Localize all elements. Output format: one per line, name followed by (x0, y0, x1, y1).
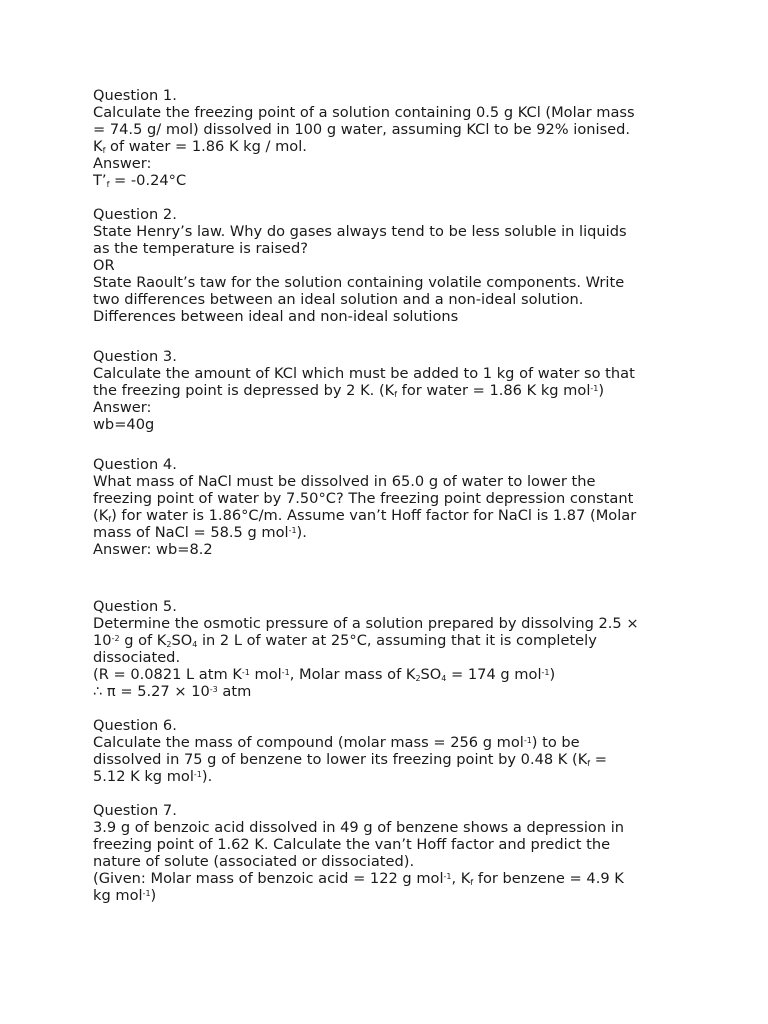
superscript: -1 (541, 668, 550, 677)
question-line: (Given: Molar mass of benzoic acid = 122 g mol$^{-1}$, $K_f$ for benzene = 4.9 K (93, 870, 624, 887)
answer-label: Answer: (93, 155, 152, 172)
question-7 (93, 802, 693, 904)
question-line: OR (93, 257, 115, 274)
superscript: -1 (241, 668, 250, 677)
question-title: Question 2. (93, 206, 177, 223)
question-line: kg mol$^{-1}$) (93, 887, 157, 904)
answer-line: Answer: wb=8.2 (93, 541, 213, 558)
question-line: State Henry’s law. Why do gases always tend to be less soluble in liquids (93, 223, 627, 240)
question-line: freezing point of 1.62 K. Calculate the van’t Hoff factor and predict the (93, 836, 611, 853)
document-page (93, 87, 693, 904)
superscript: -3 (209, 685, 218, 694)
superscript: -1 (443, 872, 452, 881)
question-line: (R = 0.0821 L atm $K^{-1}$ mol$^{-1}$, Molar mass of $K_2SO_4 = 174$ g mol$^{-1}$) (93, 666, 556, 683)
question-line: 3.9 g of benzoic acid dissolved in 49 g of benzene shows a depression in (93, 819, 625, 836)
question-title: Question 7. (93, 802, 177, 819)
question-line: Calculate the freezing point of a solution containing 0.5 g KCl (Molar mass (93, 104, 635, 121)
question-line: freezing point of water by 7.50°C? The freezing point depression constant (93, 490, 634, 507)
superscript: -1 (590, 384, 599, 393)
question-6 (93, 717, 693, 785)
subscript: 4 (192, 640, 198, 649)
subscript: 4 (441, 674, 447, 683)
subscript: 2 (415, 674, 421, 683)
subscript: f (394, 390, 398, 399)
answer-line: wb=40g (93, 416, 155, 433)
question-5 (93, 598, 693, 700)
subscript: f (106, 180, 110, 189)
question-line: 5.12 K kg mol$^{-1}$). (93, 768, 213, 785)
question-line: nature of solute (associated or dissociated). (93, 853, 415, 870)
question-line: = 74.5 g/ mol) dissolved in 100 g water, assuming KCl to be 92% ionised. (93, 121, 631, 138)
question-line: dissociated. (93, 649, 181, 666)
answer-label: Answer: (93, 399, 152, 416)
superscript: -1 (193, 770, 202, 779)
question-line: Differences between ideal and non-ideal solutions (93, 308, 459, 325)
question-line: the freezing point is depressed by 2 K. ($K_f$ for water = 1.86 K kg mol$^{-1}$) (93, 382, 605, 399)
question-line: as the temperature is raised? (93, 240, 309, 257)
answer-line: $T’_f = -0.24^\circ C$ (93, 172, 187, 189)
superscript: -1 (288, 526, 297, 535)
question-line: What mass of NaCl must be dissolved in 65.0 g of water to lower the (93, 473, 596, 490)
question-line: $10^{-2}$ g of $K_2SO_4$ in 2 L of water at 25°C, assuming that it is completely (93, 632, 597, 649)
subscript: f (470, 878, 474, 887)
subscript: 2 (166, 640, 172, 649)
question-line: $K_f$ of water = 1.86 K kg / mol. (93, 138, 307, 155)
question-2 (93, 206, 693, 325)
superscript: -1 (281, 668, 290, 677)
question-4 (93, 456, 693, 558)
superscript: -1 (523, 736, 532, 745)
question-line: $(K_f)$ for water is 1.86°C/m. Assume van’t Hoff factor for NaCl is 1.87 (Molar (93, 507, 637, 524)
superscript: -2 (111, 634, 120, 643)
question-title: Question 3. (93, 348, 177, 365)
answer-line: ∴ $\pi = 5.27 \times 10^{-3}$ atm (93, 683, 252, 700)
question-line: two differences between an ideal solution and a non-ideal solution. (93, 291, 584, 308)
question-line: dissolved in 75 g of benzene to lower its freezing point by 0.48 K ($K_f$ = (93, 751, 607, 768)
question-title: Question 6. (93, 717, 177, 734)
question-3 (93, 348, 693, 433)
question-1 (93, 87, 693, 189)
question-title: Question 1. (93, 87, 177, 104)
question-line: Calculate the mass of compound (molar mass = 256 g mol$^{-1}$) to be (93, 734, 580, 751)
question-line: mass of NaCl = 58.5 g mol$^{-1}$). (93, 524, 307, 541)
subscript: f (108, 515, 112, 524)
question-title: Question 5. (93, 598, 177, 615)
question-line: Calculate the amount of KCl which must be added to 1 kg of water so that (93, 365, 635, 382)
subscript: f (102, 146, 106, 155)
superscript: -1 (142, 889, 151, 898)
question-line: Determine the osmotic pressure of a solution prepared by dissolving 2.5 × (93, 615, 639, 632)
subscript: f (587, 759, 591, 768)
question-title: Question 4. (93, 456, 177, 473)
question-line: State Raoult’s taw for the solution containing volatile components. Write (93, 274, 625, 291)
